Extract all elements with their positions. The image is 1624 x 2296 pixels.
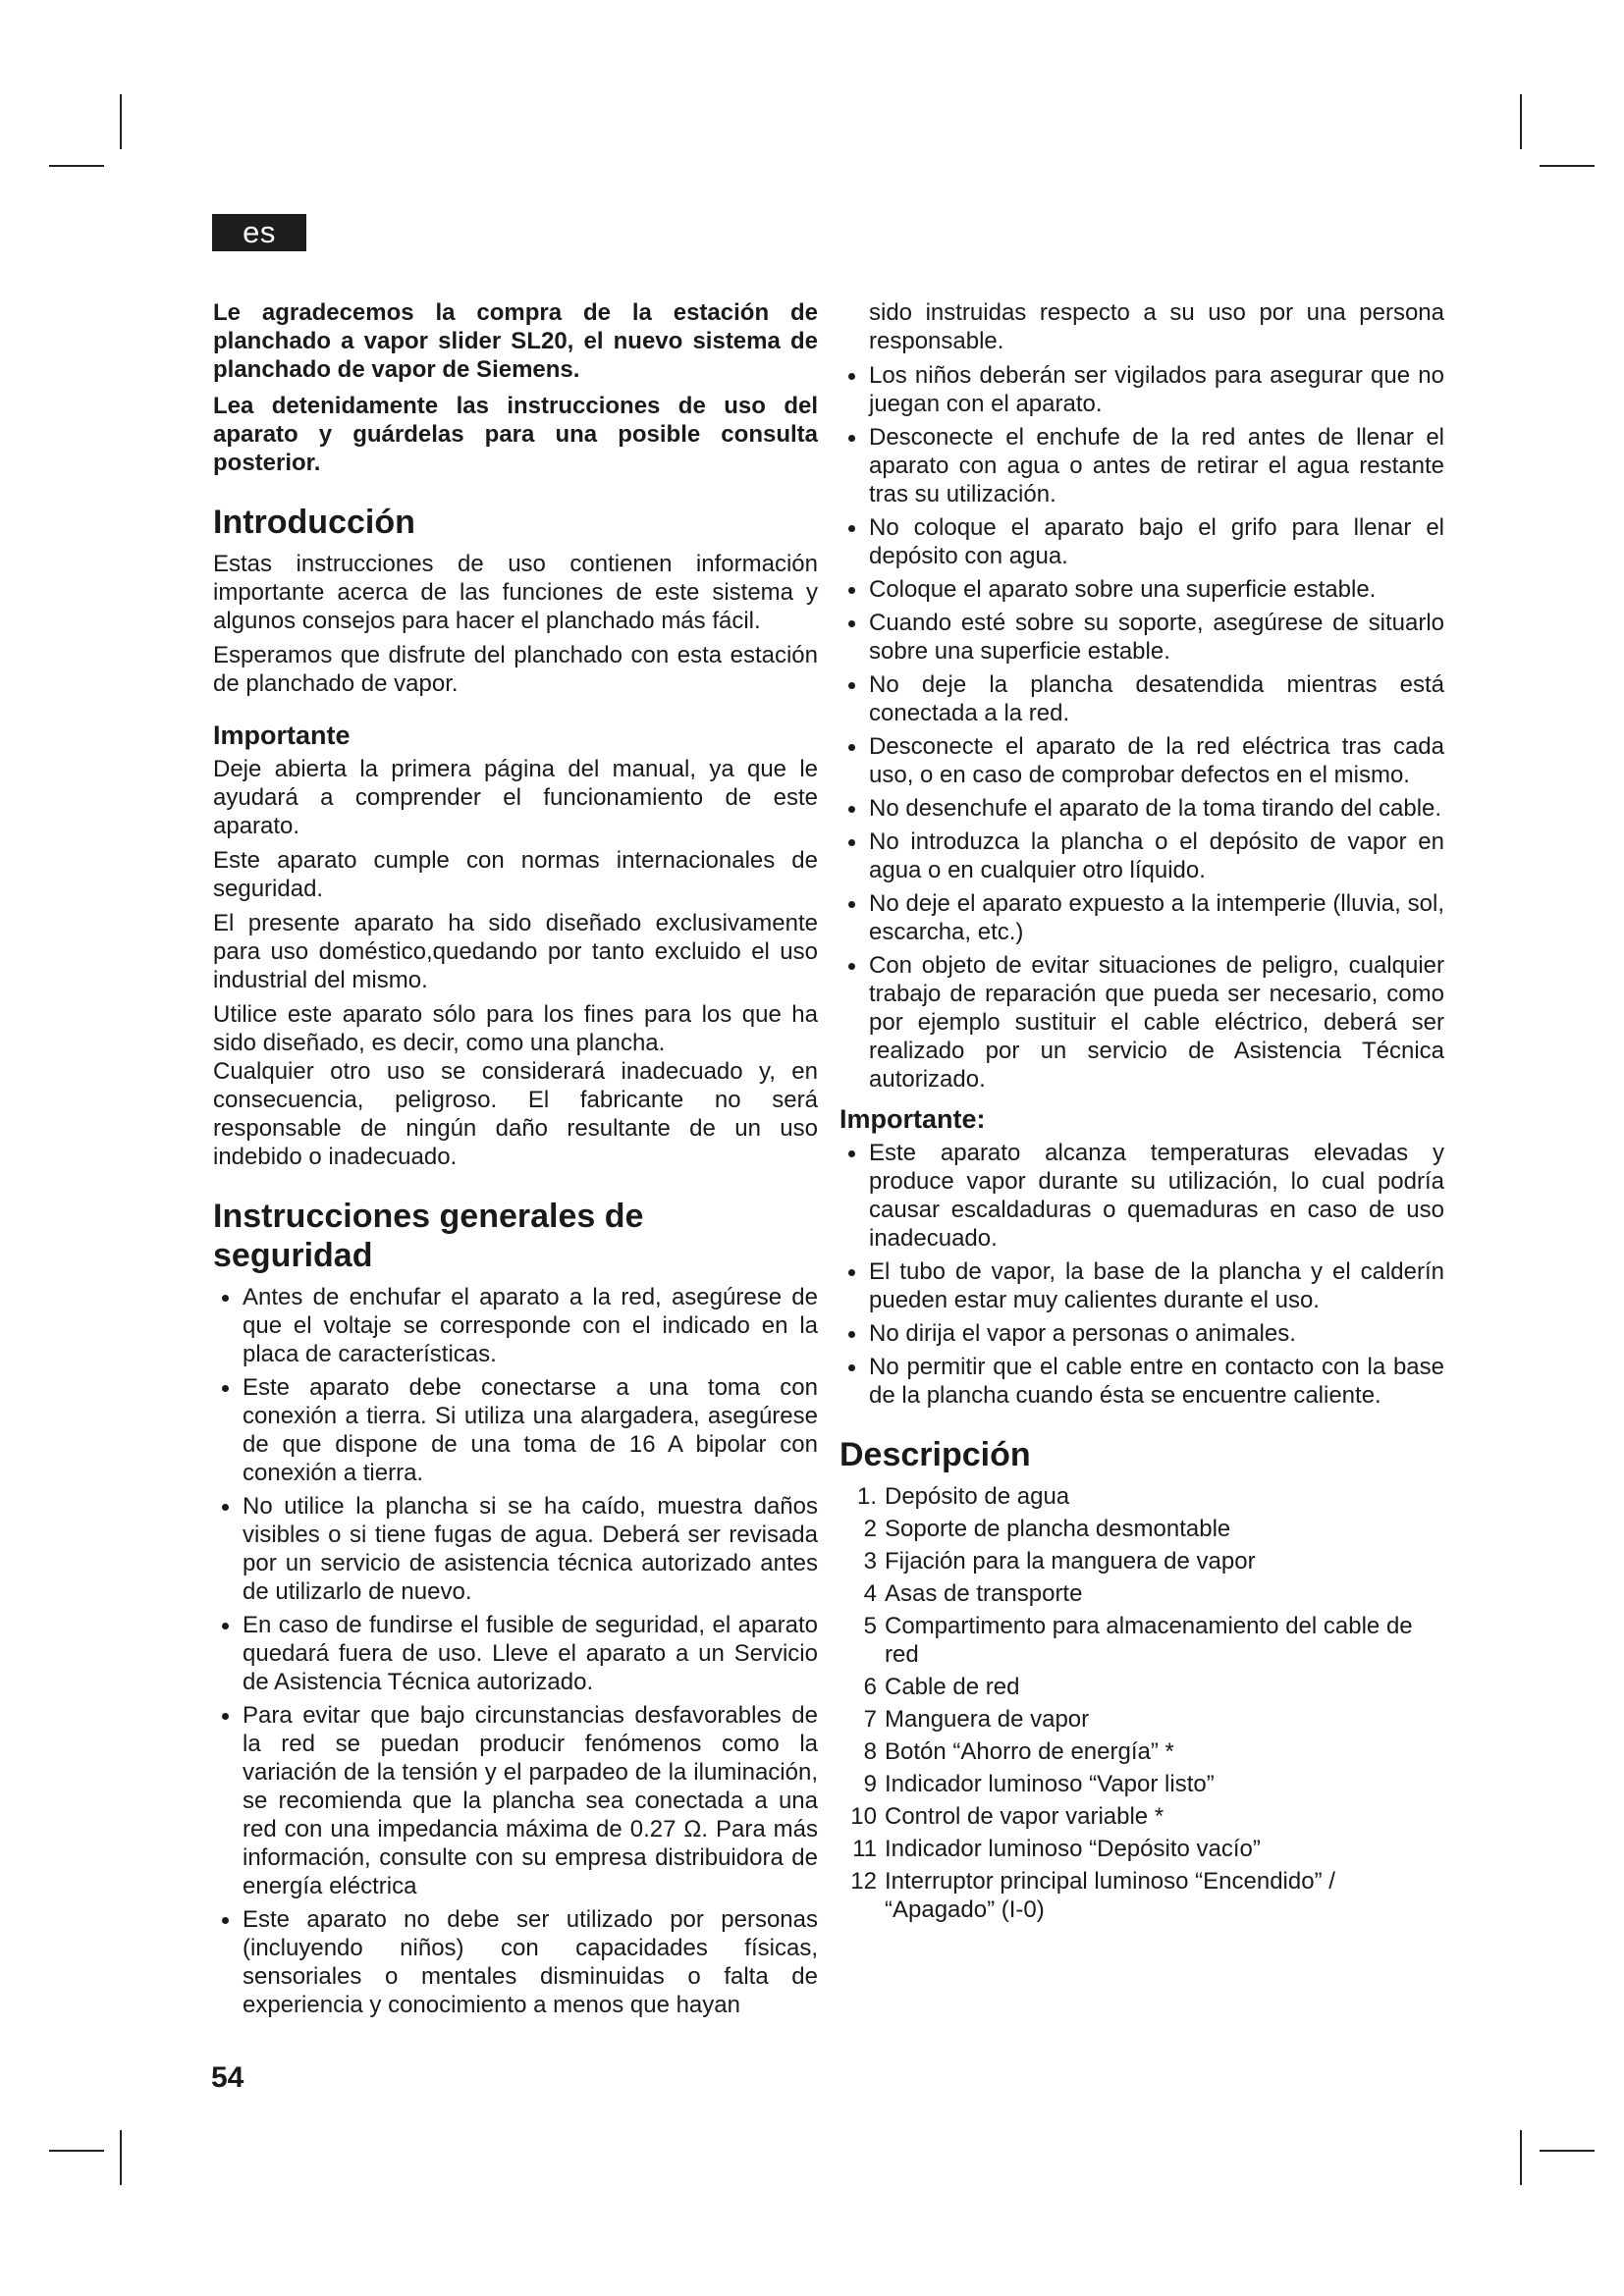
list-item <box>839 1547 1444 1575</box>
item-number: 4 <box>863 1580 877 1607</box>
item-number: 3 <box>863 1548 877 1575</box>
crop-mark-top-right <box>1520 94 1522 149</box>
item-number: 8 <box>863 1738 877 1765</box>
heading-descripcion: Descripción <box>839 1436 1031 1473</box>
importante-paragraph: Este aparato cumple con normas internacionales de seguridad. <box>213 847 818 902</box>
list-item <box>839 1612 1444 1669</box>
item-number: 12 <box>850 1868 877 1895</box>
list-item: Cuando esté sobre su soporte, asegúrese de situarlo sobre una superficie estable. <box>839 609 1444 666</box>
heading-seguridad: Instrucciones generales de seguridad <box>213 1198 644 1274</box>
item-label: Indicador luminoso “Vapor listo” <box>885 1771 1215 1797</box>
list-item: En caso de fundirse el fusible de seguridad, el aparato quedará fuera de uso. Lleve el aparato a un Servicio de Asistencia Técnica autorizado. <box>213 1611 818 1696</box>
item-label: Botón “Ahorro de energía” * <box>885 1738 1174 1765</box>
continuation-text: sido instruidas respecto a su uso por una persona responsable. <box>869 299 1444 354</box>
safety-list-continued <box>839 361 1444 1094</box>
introduccion-paragraph: Esperamos que disfrute del planchado con esta estación de planchado de vapor. <box>213 642 818 697</box>
item-label: Depósito de agua <box>885 1483 1070 1510</box>
item-number: 9 <box>863 1771 877 1797</box>
list-item: No deje la plancha desatendida mientras está conectada a la red. <box>839 670 1444 727</box>
page-number: 54 <box>211 2061 244 2094</box>
list-item: No permitir que el cable entre en contacto con la base de la plancha cuando ésta se encuentre caliente. <box>839 1353 1444 1410</box>
list-item: No coloque el aparato bajo el grifo para llenar el depósito con agua. <box>839 513 1444 570</box>
list-item: Este aparato no debe ser utilizado por personas (incluyendo niños) con capacidades físicas, sensoriales o mentales disminuidas o falta de experiencia y conocimiento a menos que hayan <box>213 1905 818 2019</box>
list-item: Para evitar que bajo circunstancias desfavorables de la red se puedan producir fenómenos como la variación de la tensión y el parpadeo de la iluminación, se recomienda que la plancha sea conectada a una red con una impedancia máxima de 0.27 Ω. Para más información, consulte con su empresa distribuidora de energía eléctrica <box>213 1701 818 1900</box>
crop-mark-bottom-left-h <box>49 2150 104 2152</box>
list-item <box>839 1867 1444 1924</box>
heading-importante: Importante <box>213 721 351 750</box>
item-number: 5 <box>863 1613 877 1639</box>
importante-paragraph: Utilice este aparato sólo para los fines para los que ha sido diseñado, es decir, como una plancha. <box>213 1001 818 1056</box>
item-label: Asas de transporte <box>885 1580 1083 1607</box>
item-label: Fijación para la manguera de vapor <box>885 1548 1256 1575</box>
list-item: No utilice la plancha si se ha caído, muestra daños visibles o si tiene fugas de agua. Deberá ser revisada por un servicio de asistencia técnica autorizado antes de utilizarlo de nuevo. <box>213 1492 818 1606</box>
left-column <box>213 298 818 2024</box>
item-label: Interruptor principal luminoso “Encendido” / “Apagado” (I-0) <box>885 1868 1335 1923</box>
item-number: 6 <box>863 1674 877 1700</box>
intro-paragraph-1: Le agradecemos la compra de la estación de planchado a vapor slider SL20, el nuevo sistema de planchado de vapor de Siemens. <box>213 299 818 383</box>
importante-paragraph: Deje abierta la primera página del manual, ya que le ayudará a comprender el funcionamiento de este aparato. <box>213 756 818 839</box>
item-label: Indicador luminoso “Depósito vacío” <box>885 1836 1261 1862</box>
list-item: Con objeto de evitar situaciones de peligro, cualquier trabajo de reparación que pueda ser necesario, como por ejemplo sustituir el cable eléctrico, deberá ser realizado por un servicio de Asistencia Técnica autorizado. <box>839 951 1444 1094</box>
item-label: Compartimento para almacenamiento del cable de red <box>885 1613 1413 1668</box>
crop-mark-top-right-h <box>1540 165 1595 167</box>
item-number: 10 <box>850 1803 877 1830</box>
crop-mark-top-left-h <box>49 165 104 167</box>
descripcion-list <box>839 1482 1444 1924</box>
right-column <box>839 298 1444 1928</box>
item-number: 7 <box>863 1706 877 1733</box>
list-item: El tubo de vapor, la base de la plancha y el calderín pueden estar muy calientes durante el uso. <box>839 1257 1444 1314</box>
item-number: 1. <box>856 1483 877 1510</box>
list-item: Desconecte el enchufe de la red antes de llenar el aparato con agua o antes de retirar el agua restante tras su utilización. <box>839 423 1444 508</box>
list-item <box>839 1835 1444 1863</box>
list-item: Coloque el aparato sobre una superficie estable. <box>839 575 1444 604</box>
item-label: Control de vapor variable * <box>885 1803 1164 1830</box>
list-item: Desconecte el aparato de la red eléctrica tras cada uso, o en caso de comprobar defectos en el mismo. <box>839 732 1444 789</box>
list-item <box>839 1737 1444 1766</box>
list-item: Este aparato alcanza temperaturas elevadas y produce vapor durante su utilización, lo cual podría causar escaldaduras o quemaduras en caso de uso inadecuado. <box>839 1139 1444 1253</box>
list-item: Antes de enchufar el aparato a la red, asegúrese de que el voltaje se corresponde con el indicado en la placa de características. <box>213 1283 818 1368</box>
introduccion-paragraph: Estas instrucciones de uso contienen información importante acerca de las funciones de este sistema y algunos consejos para hacer el planchado más fácil. <box>213 551 818 634</box>
list-item <box>839 1770 1444 1798</box>
list-item <box>839 1673 1444 1701</box>
list-item <box>839 1579 1444 1608</box>
list-item: No dirija el vapor a personas o animales. <box>839 1319 1444 1348</box>
item-label: Cable de red <box>885 1674 1020 1700</box>
intro-paragraph-2: Lea detenidamente las instrucciones de uso del aparato y guárdelas para una posible consulta posterior. <box>213 393 818 476</box>
item-number: 2 <box>863 1516 877 1542</box>
list-item: No deje el aparato expuesto a la intemperie (lluvia, sol, escarcha, etc.) <box>839 889 1444 946</box>
list-item: Los niños deberán ser vigilados para asegurar que no juegan con el aparato. <box>839 361 1444 418</box>
list-item <box>839 1705 1444 1734</box>
importante-list <box>839 1139 1444 1410</box>
list-item: Este aparato debe conectarse a una toma con conexión a tierra. Si utiliza una alargadera, asegúrese de que dispone de una toma de 16 A bipolar con conexión a tierra. <box>213 1373 818 1487</box>
crop-mark-bottom-right <box>1520 2130 1522 2185</box>
list-item: No desenchufe el aparato de la toma tirando del cable. <box>839 794 1444 823</box>
list-item <box>839 1802 1444 1831</box>
item-number: 11 <box>852 1836 877 1862</box>
language-tab: es <box>212 214 306 251</box>
crop-mark-bottom-left <box>120 2130 122 2185</box>
importante-paragraph: El presente aparato ha sido diseñado exclusivamente para uso doméstico,quedando por tanto excluido el uso industrial del mismo. <box>213 910 818 993</box>
item-label: Soporte de plancha desmontable <box>885 1516 1231 1542</box>
heading-importante-2: Importante: <box>839 1104 986 1134</box>
crop-mark-bottom-right-h <box>1540 2150 1595 2152</box>
list-item <box>839 1482 1444 1511</box>
importante-paragraph: Cualquier otro uso se considerará inadecuado y, en consecuencia, peligroso. El fabricante no será responsable de ningún daño resultante de un uso indebido o inadecuado. <box>213 1058 818 1170</box>
list-item: No introduzca la plancha o el depósito de vapor en agua o en cualquier otro líquido. <box>839 828 1444 884</box>
item-label: Manguera de vapor <box>885 1706 1090 1733</box>
heading-introduccion: Introducción <box>213 504 415 541</box>
list-item <box>839 1515 1444 1543</box>
crop-mark-top-left <box>120 94 122 149</box>
seguridad-list <box>213 1283 818 2019</box>
